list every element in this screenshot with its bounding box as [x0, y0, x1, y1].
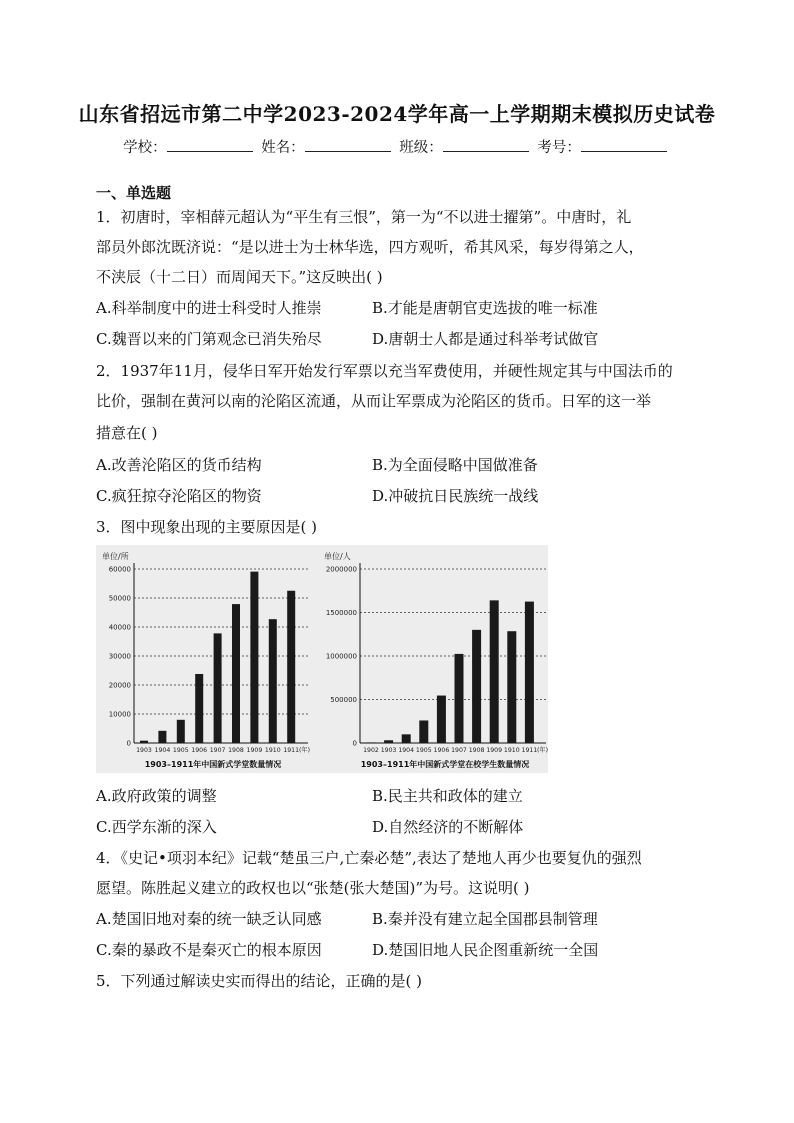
question-1-line-3: 不浃辰（十二日）而周闻天下。”这反映出( ) [96, 268, 383, 286]
x-unit-label: (年) [536, 747, 548, 754]
x-tick-label: 1909 [246, 747, 263, 754]
x-tick-label: 1906 [433, 747, 450, 754]
bar [195, 674, 203, 743]
question-1-line-1: 1．初唐时，宰相薛元超认为“平生有三恨”，第一为“不以进士擢第”。中唐时，礼 [96, 208, 632, 226]
exam-title: 山东省招远市第二中学2023-2024学年高一上学期期末模拟历史试卷 [78, 102, 716, 126]
question-4-line-2: 愿望。陈胜起义建立的政权也以“张楚(张大楚国)”为号。这说明( ) [96, 879, 530, 897]
y-tick-label: 1000000 [325, 652, 357, 661]
bar [384, 740, 393, 743]
x-tick-label: 1904 [398, 747, 415, 754]
bar [232, 604, 240, 743]
y-tick-label: 2000000 [325, 565, 357, 574]
bar [490, 600, 499, 743]
question-2-line-1: 2．1937年11月，侵华日军开始发行军票以充当军费使用，并硬性规定其与中国法币的 [96, 362, 673, 380]
question-4-option-c[interactable]: C.秦的暴政不是秦灭亡的根本原因 [96, 941, 322, 959]
question-1-option-b[interactable]: B.才能是唐朝官吏选拔的唯一标准 [372, 299, 598, 317]
y-tick-label: 0 [352, 739, 357, 748]
bar [525, 602, 534, 743]
question-2-option-a[interactable]: A.改善沦陷区的货币结构 [96, 456, 262, 474]
question-4-option-d[interactable]: D.楚国旧地人民企图重新统一全国 [372, 941, 599, 959]
bar [177, 720, 185, 743]
bar [287, 591, 295, 743]
bar [158, 731, 166, 743]
exam-number-label: 考号： [537, 140, 581, 156]
school-count-chart [96, 545, 318, 773]
question-4-line-1: 4．《史记•项羽本纪》记载“楚虽三户,亡秦必楚”,表达了楚地人再少也要复仇的强烈 [96, 849, 642, 867]
x-tick-label: 1905 [415, 747, 432, 754]
question-1-option-d[interactable]: D.唐朝士人都是通过科举考试做官 [372, 330, 599, 348]
x-tick-label: 1903 [136, 747, 152, 754]
question-3-option-b[interactable]: B.民主共和政体的建立 [372, 787, 523, 805]
question-3-option-c[interactable]: C.西学东渐的深入 [96, 818, 217, 836]
x-tick-label: 1904 [154, 747, 171, 754]
x-tick-label: 1907 [209, 747, 226, 754]
x-tick-label: 1907 [451, 747, 467, 754]
y-tick-label: 50000 [108, 594, 131, 603]
question-2-option-b[interactable]: B.为全面侵略中国做准备 [372, 456, 538, 474]
chart-title: 1903–1911年中国新式学堂在校学生数量情况 [360, 760, 530, 769]
class-blank[interactable] [443, 137, 529, 152]
question-4-option-b[interactable]: B.秦并没有建立起全国郡县制管理 [372, 910, 598, 928]
question-5-line-1: 5．下列通过解读史实而得出的结论，正确的是( ) [96, 972, 423, 990]
question-2-line-2: 比价，强制在黄河以南的沦陷区流通，从而让军票成为沦陷区的货币。日军的这一举 [96, 392, 652, 410]
y-tick-label: 40000 [108, 623, 131, 632]
x-unit-label: (年) [298, 747, 310, 754]
bar [402, 734, 411, 743]
bar [140, 741, 148, 743]
school-label: 学校： [123, 140, 167, 156]
question-4-option-a[interactable]: A.楚国旧地对秦的统一缺乏认同感 [96, 910, 322, 928]
y-unit-label: 单位/所 [102, 552, 129, 561]
x-tick-label: 1911 [283, 747, 300, 754]
bar [419, 720, 428, 743]
y-tick-label: 500000 [330, 696, 357, 704]
question-1-line-2: 部员外郎沈既济说：“是以进士为士林华选，四方观听，希其风采，每岁得第之人， [96, 238, 644, 256]
question-3-option-d[interactable]: D.自然经济的不断解体 [372, 818, 524, 836]
bar [472, 630, 481, 743]
x-tick-label: 1908 [468, 747, 485, 754]
y-unit-label: 单位/人 [324, 552, 351, 561]
question-3-option-a[interactable]: A.政府政策的调整 [96, 787, 217, 805]
name-label: 姓名： [261, 140, 305, 156]
y-tick-label: 1500000 [325, 609, 357, 617]
x-tick-label: 1902 [363, 747, 379, 754]
exam-number-blank[interactable] [581, 137, 667, 152]
question-1-option-c[interactable]: C.魏晋以来的门第观念已消失殆尽 [96, 330, 322, 348]
class-label: 班级： [399, 140, 443, 156]
question-1-option-a[interactable]: A.科举制度中的进士科受时人推崇 [96, 299, 322, 317]
question-3-line-1: 3．图中现象出现的主要原因是( ) [96, 518, 318, 536]
student-count-chart [318, 545, 548, 773]
question-2-line-3: 措意在( ) [96, 424, 158, 442]
bar [507, 631, 516, 743]
bar [437, 696, 446, 743]
x-tick-label: 1903 [380, 747, 397, 754]
y-tick-label: 0 [126, 739, 131, 748]
x-tick-label: 1909 [486, 747, 503, 754]
y-tick-label: 30000 [108, 652, 131, 661]
x-tick-label: 1910 [503, 747, 520, 754]
student-info-line [0, 136, 794, 157]
x-tick-label: 1911 [521, 747, 538, 754]
section-title: 一、单选题 [96, 184, 172, 202]
x-tick-label: 1906 [191, 747, 208, 754]
y-tick-label: 10000 [108, 710, 131, 719]
bar [214, 633, 222, 743]
bar [269, 619, 277, 743]
y-tick-label: 20000 [108, 681, 131, 690]
chart-title: 1903–1911年中国新式学堂数量情况 [144, 760, 282, 769]
bar [250, 572, 258, 743]
school-blank[interactable] [167, 137, 253, 152]
y-tick-label: 60000 [108, 565, 131, 574]
question-2-option-d[interactable]: D.冲破抗日民族统一战线 [372, 487, 539, 505]
bar [367, 742, 376, 743]
question-2-option-c[interactable]: C.疯狂掠夺沦陷区的物资 [96, 487, 262, 505]
x-tick-label: 1905 [172, 747, 189, 754]
x-tick-label: 1908 [228, 747, 244, 754]
x-tick-label: 1910 [264, 747, 281, 754]
name-blank[interactable] [305, 137, 391, 152]
bar [455, 654, 464, 743]
